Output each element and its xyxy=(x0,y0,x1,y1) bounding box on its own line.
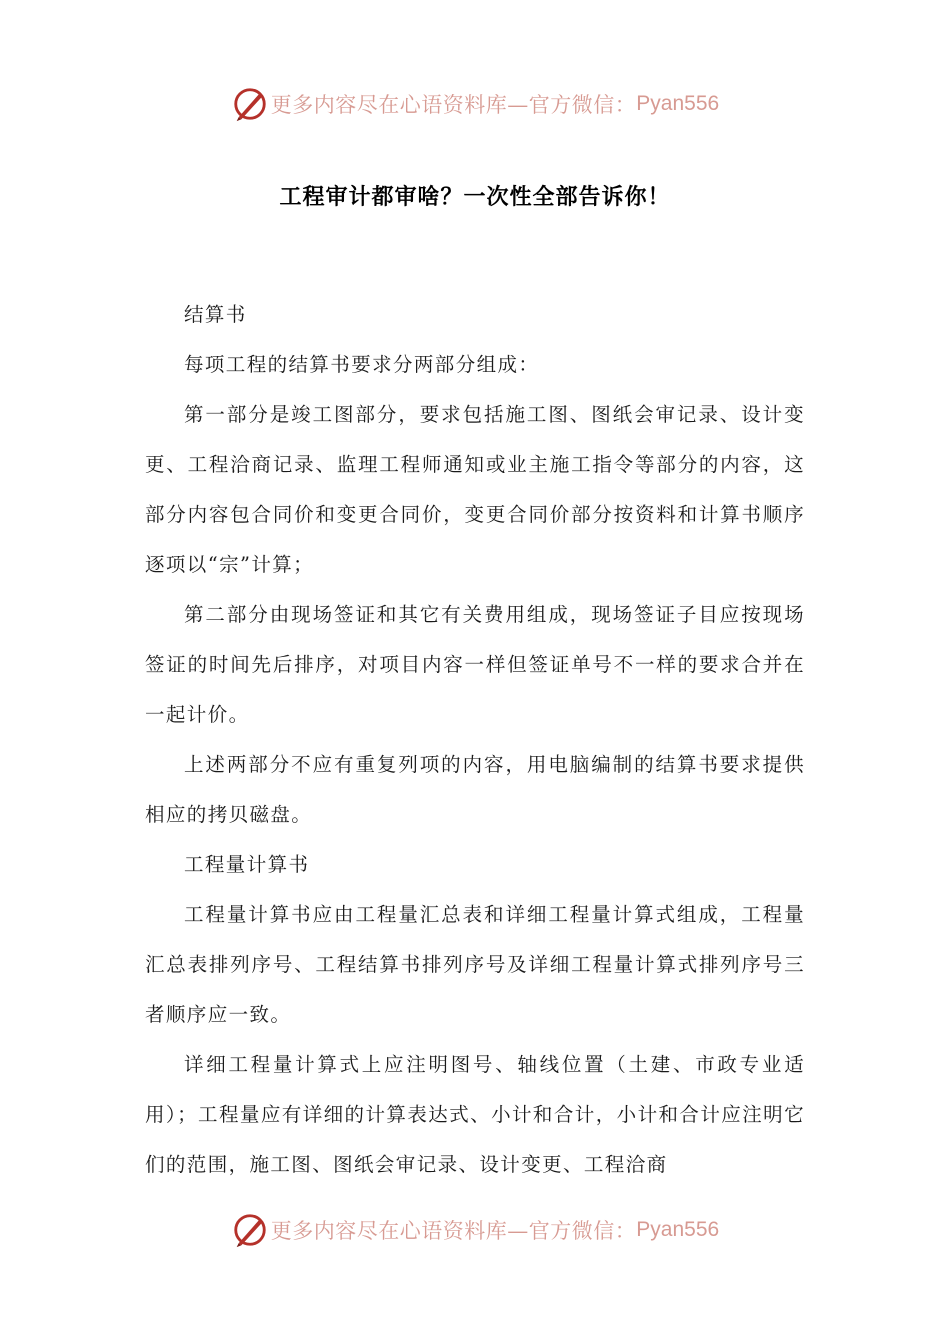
pen-logo-icon xyxy=(231,85,269,123)
paragraph: 每项工程的结算书要求分两部分组成： xyxy=(184,353,540,376)
banner-text: 更多内容尽在心语资料库—官方微信： xyxy=(270,93,637,117)
banner-contact: Pyan556 xyxy=(636,92,720,115)
footer-banner xyxy=(0,1210,950,1250)
paragraph: 详细工程量计算式上应注明图号、轴线位置（土建、市政专业适用）；工程量应有详细的计算表达式、小计和合计，小计和合计应注明它们的范围，施工图、图纸会审记录、设计变更、工程洽商 xyxy=(145,1053,805,1176)
paragraph: 第一部分是竣工图部分，要求包括施工图、图纸会审记录、设计变更、工程洽商记录、监理工程师通知或业主施工指令等部分的内容，这部分内容包合同价和变更合同价，变更合同价部分按资料和计算书顺序逐项以“宗”计算； xyxy=(145,403,805,576)
banner-contact: Pyan556 xyxy=(636,1218,720,1241)
page-title: 工程审计都审啥？一次性全部告诉你！ xyxy=(279,185,671,210)
pen-logo-icon xyxy=(231,1211,269,1249)
paragraph: 第二部分由现场签证和其它有关费用组成，现场签证子目应按现场签证的时间先后排序，对项目内容一样但签证单号不一样的要求合并在一起计价。 xyxy=(145,603,805,726)
document-body xyxy=(145,290,805,1190)
paragraph: 上述两部分不应有重复列项的内容，用电脑编制的结算书要求提供相应的拷贝磁盘。 xyxy=(145,753,805,826)
header-banner xyxy=(0,84,950,124)
paragraph: 工程量计算书应由工程量汇总表和详细工程量计算式组成，工程量汇总表排列序号、工程结算书排列序号及详细工程量计算式排列序号三者顺序应一致。 xyxy=(145,903,805,1026)
banner-text: 更多内容尽在心语资料库—官方微信： xyxy=(270,1219,637,1243)
section-heading: 工程量计算书 xyxy=(184,853,310,876)
section-heading: 结算书 xyxy=(184,303,247,326)
